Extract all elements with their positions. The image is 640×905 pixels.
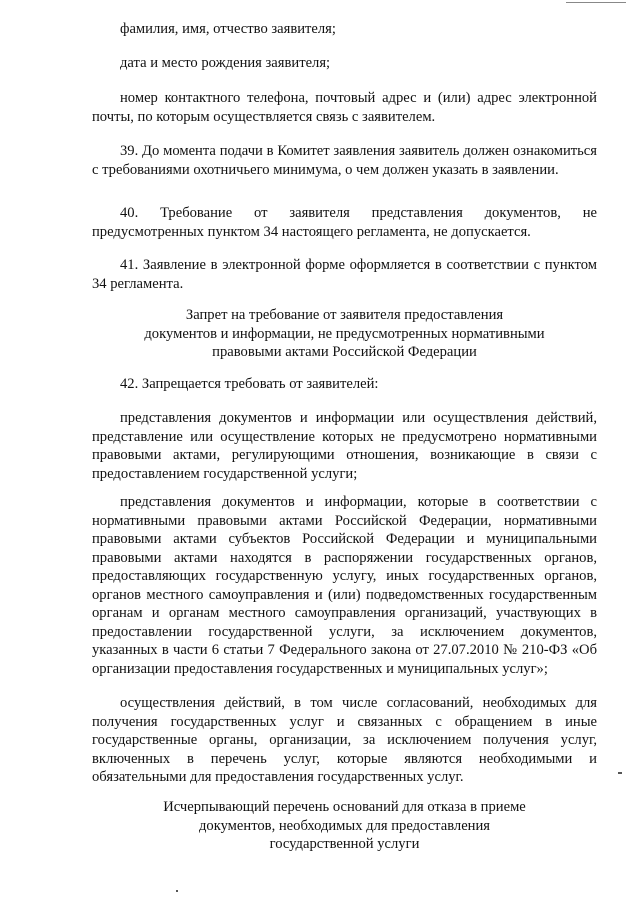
heading-line: правовыми актами Российской Федерации	[212, 344, 477, 360]
paragraph-39: 39. До момента подачи в Комитет заявления заявитель должен ознакомиться с требованиями охотничьего минимума, о чем должен указать в заявлении.	[92, 143, 597, 178]
scan-speck	[176, 890, 178, 892]
paragraph-41: 41. Заявление в электронной форме оформляется в соответствии с пунктом 34 регламента.	[92, 257, 597, 292]
section-heading-refusal-grounds	[92, 798, 597, 854]
paragraph-40: 40. Требование от заявителя представления документов, не предусмотренных пунктом 34 настоящего регламента, не допускается.	[92, 205, 597, 240]
paragraph-birth-date-place: дата и место рождения заявителя;	[120, 55, 331, 71]
paragraph-42-item-c: осуществления действий, в том числе согласований, необходимых для получения государственных услуг и связанных с обращением в иные государственные органы, организации, за исключением получения услуг, включенных в перечень услуг, которые являются необходимыми и обязательными для предоставления государственных услуг.	[92, 695, 597, 785]
scan-speck	[618, 772, 622, 774]
scan-edge-mark	[566, 2, 626, 3]
paragraph-42-item-a: представления документов и информации или осуществления действий, представление или осуществление которых не предусмотрено нормативными правовыми актами, регулирующими отношения, возникающие в связи с предоставлением государственной услуги;	[92, 410, 597, 482]
heading-line: документов, необходимых для предоставления	[198, 817, 491, 834]
heading-line: документов и информации, не предусмотренных нормативными	[144, 325, 545, 342]
heading-line: Исчерпывающий перечень оснований для отказа в приеме	[163, 799, 526, 815]
paragraph-42: 42. Запрещается требовать от заявителей:	[120, 376, 379, 392]
paragraph-applicant-name: фамилия, имя, отчество заявителя;	[120, 21, 336, 37]
heading-line: государственной услуги	[269, 836, 420, 852]
section-heading-prohibition	[92, 306, 597, 362]
paragraph-42-item-b: представления документов и информации, которые в соответствии с нормативными правовыми актами Российской Федерации, нормативными правовыми актами субъектов Российской Федерации и муниципальными правовыми актами находятся в распоряжении государственных органов, предоставляющих государственную услугу, иных государственных органов, органов местного самоуправления и (или) подведомственных государственным органам и органам местного самоуправления организаций, участвующих в предоставлении государственной услуги, за исключением документов, указанных в части 6 статьи 7 Федерального закона от 27.07.2010 № 210-ФЗ «Об организации предоставления государственных и муниципальных услуг»;	[92, 494, 597, 677]
paragraph-contacts: номер контактного телефона, почтовый адрес и (или) адрес электронной почты, по которым осуществляется связь с заявителем.	[92, 90, 597, 125]
heading-line: Запрет на требование от заявителя предоставления	[185, 307, 504, 323]
